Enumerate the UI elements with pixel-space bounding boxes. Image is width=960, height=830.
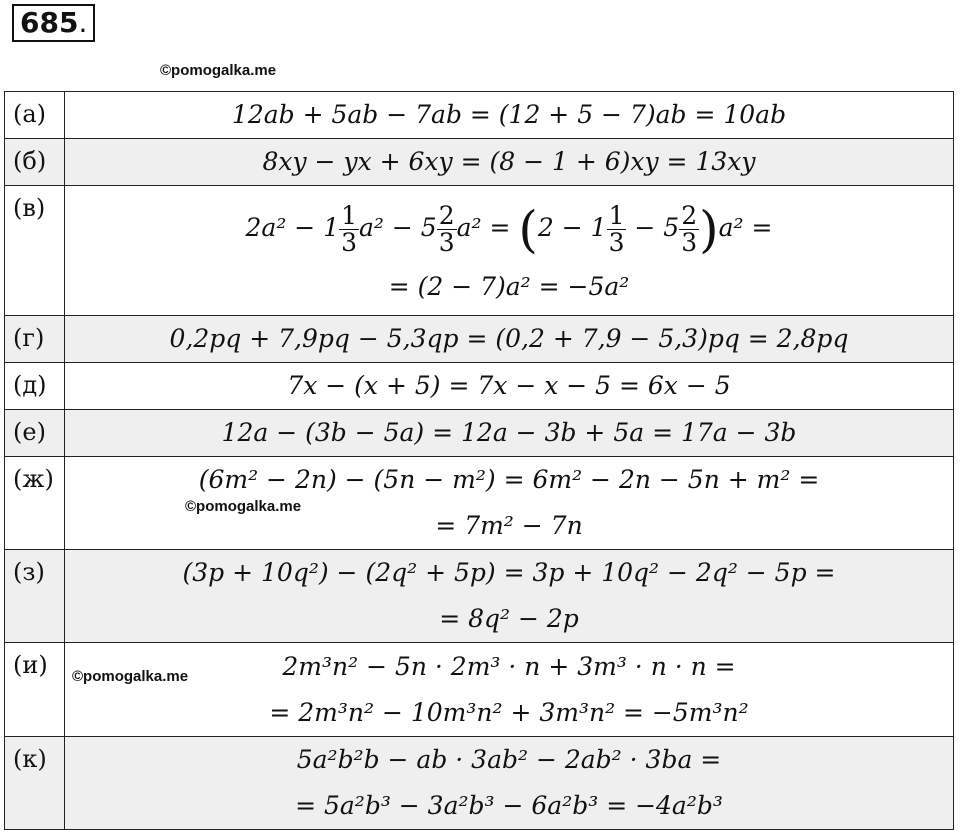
table-row-d <box>5 363 954 410</box>
expression-line: 0,2pq + 7,9pq − 5,3qp = (0,2 + 7,9 − 5,3)pq = 2,8pq <box>169 324 849 353</box>
problem-number-box <box>12 4 95 42</box>
row-label: (е) <box>5 410 65 457</box>
row-expression <box>65 92 954 139</box>
expression-line: = 7m² − 7n <box>435 511 583 540</box>
fraction-denominator: 3 <box>438 227 455 257</box>
row-expression <box>65 737 954 830</box>
expr-part: a² = <box>718 212 773 242</box>
big-paren-right: ) <box>699 200 719 259</box>
table-row-i <box>5 643 954 737</box>
row-label: (к) <box>5 737 65 830</box>
row-expression <box>65 186 954 316</box>
watermark-top: ©pomogalka.me <box>160 62 277 79</box>
fraction-numerator: 2 <box>681 200 698 230</box>
table-row-z <box>5 550 954 643</box>
table-row-k <box>5 737 954 830</box>
watermark-middle: ©pomogalka.me <box>185 498 302 515</box>
expression-line: 8xy − yx + 6xy = (8 − 1 + 6)xy = 13xy <box>262 147 756 176</box>
expression-line: = 2m³n² − 10m³n² + 3m³n² = −5m³n² <box>269 697 749 727</box>
row-expression <box>65 410 954 457</box>
row-label: (ж) <box>5 457 65 550</box>
row-label: (и) <box>5 643 65 737</box>
expression-line: 7x − (x + 5) = 7x − x − 5 = 6x − 5 <box>287 371 731 400</box>
fraction <box>339 200 359 257</box>
row-expression <box>65 363 954 410</box>
problem-number: 685 <box>20 6 79 39</box>
fraction-denominator: 3 <box>681 227 698 257</box>
expression-line: 12ab + 5ab − 7ab = (12 + 5 − 7)ab = 10ab <box>231 100 787 129</box>
table-row-v <box>5 186 954 316</box>
row-label: (з) <box>5 550 65 643</box>
problem-number-dot: . <box>78 6 88 39</box>
expression-line: 12a − (3b − 5a) = 12a − 3b + 5a = 17a − 3b <box>221 418 797 447</box>
row-label: (а) <box>5 92 65 139</box>
big-paren-left: ( <box>518 200 538 259</box>
expression-line: (6m² − 2n) − (5n − m²) = 6m² − 2n − 5n + m² = <box>198 465 820 494</box>
fraction-denominator: 3 <box>341 227 358 257</box>
fraction <box>607 200 627 257</box>
expression-line-fractions <box>65 192 953 266</box>
table-row-g <box>5 316 954 363</box>
table-row-e <box>5 410 954 457</box>
expression-line: = 8q² − 2p <box>439 604 579 633</box>
expr-part: a² = <box>456 212 511 242</box>
row-expression <box>65 550 954 643</box>
solutions-table <box>4 91 954 830</box>
expression-line: (3p + 10q²) − (2q² + 5p) = 3p + 10q² − 2q² − 5p = <box>182 558 836 587</box>
fraction <box>679 200 699 257</box>
expr-part: a² − 5 <box>359 212 437 242</box>
row-expression <box>65 643 954 737</box>
fraction-numerator: 2 <box>438 200 455 230</box>
row-label: (в) <box>5 186 65 316</box>
expression-line: 5a²b²b − ab · 3ab² − 2ab² · 3ba = <box>296 745 722 774</box>
row-label: (д) <box>5 363 65 410</box>
row-label: (б) <box>5 139 65 186</box>
fraction-numerator: 1 <box>608 200 625 230</box>
table-row-zh <box>5 457 954 550</box>
watermark-bottom: ©pomogalka.me <box>72 668 189 685</box>
table-row-b <box>5 139 954 186</box>
fraction <box>437 200 457 257</box>
row-label: (г) <box>5 316 65 363</box>
expr-part: − 5 <box>626 212 680 242</box>
table-row-a <box>5 92 954 139</box>
row-expression <box>65 139 954 186</box>
expression-line: = 5a²b³ − 3a²b³ − 6a²b³ = −4a²b³ <box>295 791 723 820</box>
fraction-denominator: 3 <box>608 227 625 257</box>
expression-line: = (2 − 7)a² = −5a² <box>388 272 630 302</box>
expr-part: 2 − 1 <box>537 212 607 242</box>
expression-line: 2m³n² − 5n · 2m³ · n + 3m³ · n · n = <box>282 651 736 681</box>
fraction-numerator: 1 <box>341 200 358 230</box>
row-expression <box>65 316 954 363</box>
expr-part: 2a² − 1 <box>245 212 340 242</box>
